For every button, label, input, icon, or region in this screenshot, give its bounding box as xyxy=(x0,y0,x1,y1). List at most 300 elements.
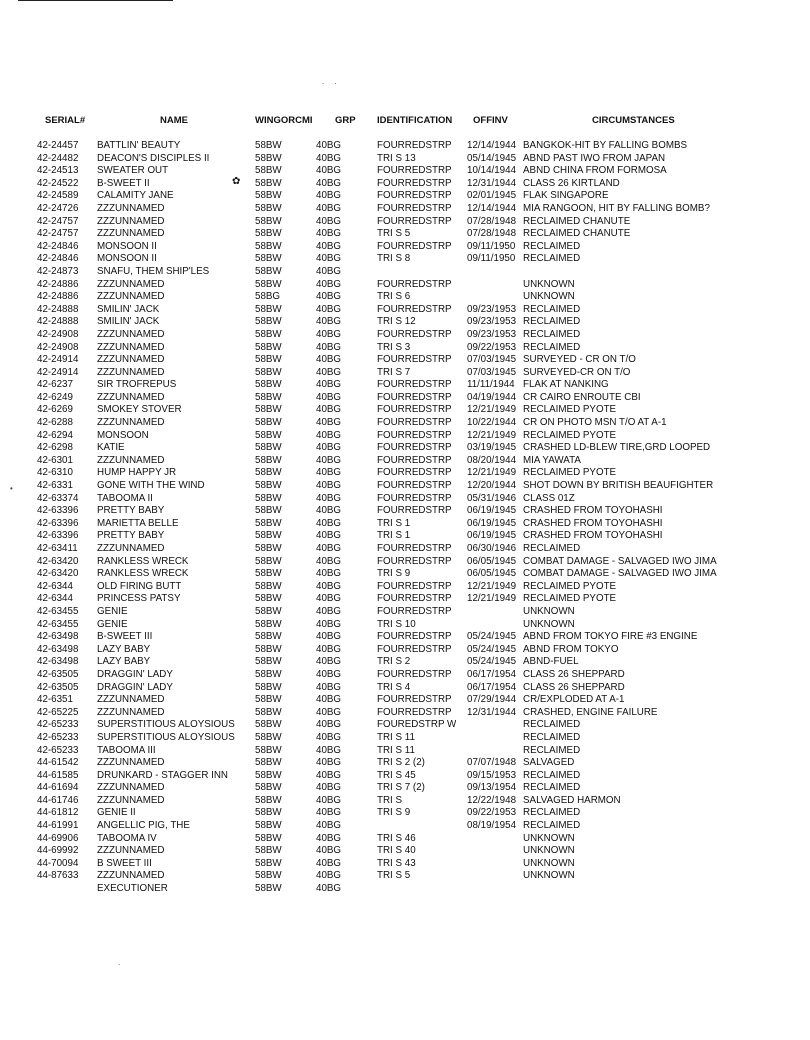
cell-wing: 58BW xyxy=(255,832,282,844)
cell-wing: 58BW xyxy=(255,845,282,857)
cell-name: ZZZUNNAMED xyxy=(97,706,165,718)
cell-ident: TRI S 12 xyxy=(377,316,416,328)
cell-off: 06/19/1945 xyxy=(467,505,517,517)
cell-name: ZZZUNNAMED xyxy=(97,354,165,366)
cell-grp: 40BG xyxy=(316,316,342,328)
cell-ident: TRI S 43 xyxy=(377,857,416,869)
cell-name: ANGELLIC PIG, THE xyxy=(97,820,190,832)
cell-off: 07/07/1948 xyxy=(467,757,517,769)
cell-circ: UNKNOWN xyxy=(523,845,575,857)
cell-serial: 44-61991 xyxy=(37,820,79,832)
cell-name: SMOKEY STOVER xyxy=(97,404,182,416)
cell-wing: 58BW xyxy=(255,593,282,605)
cell-circ: SALVAGED xyxy=(523,757,575,769)
cell-circ: UNKNOWN xyxy=(523,832,575,844)
cell-wing: 58BW xyxy=(255,454,282,466)
cell-grp: 40BG xyxy=(316,631,342,643)
top-rule xyxy=(18,0,173,1)
cell-grp: 40BG xyxy=(316,354,342,366)
cell-serial: 42-6344 xyxy=(37,580,73,592)
cell-grp: 40BG xyxy=(316,454,342,466)
cell-wing: 58BW xyxy=(255,265,282,277)
cell-serial: 42-6351 xyxy=(37,694,73,706)
cell-grp: 40BG xyxy=(316,429,342,441)
cell-off: 06/05/1945 xyxy=(467,555,517,567)
table-row xyxy=(0,669,810,682)
cell-circ: ABND FROM TOKYO FIRE #3 ENGINE xyxy=(523,631,698,643)
cell-serial: 42-63396 xyxy=(37,530,79,542)
cell-wing: 58BW xyxy=(255,744,282,756)
cell-circ: RECLAIMED xyxy=(523,807,581,819)
cell-wing: 58BW xyxy=(255,341,282,353)
cell-off: 12/14/1944 xyxy=(467,202,517,214)
cell-circ: RECLAIMED xyxy=(523,731,581,743)
cell-circ: CR ON PHOTO MSN T/O AT A-1 xyxy=(523,417,667,429)
cell-ident: TRI S 11 xyxy=(377,744,415,756)
cell-off: 02/01/1945 xyxy=(467,190,517,202)
table-row xyxy=(0,845,810,858)
cell-wing: 58BW xyxy=(255,354,282,366)
cell-circ: UNKNOWN xyxy=(523,291,575,303)
cell-circ: MIA YAWATA xyxy=(523,454,581,466)
table-row xyxy=(0,417,810,430)
cell-wing: 58BW xyxy=(255,391,282,403)
cell-ident: FOURREDSTRP xyxy=(377,240,452,252)
cell-ident: TRI S 7 xyxy=(377,366,411,378)
cell-wing: 58BW xyxy=(255,215,282,227)
cell-circ: FLAK AT NANKING xyxy=(523,379,609,391)
cell-circ: RECLAIMED xyxy=(523,316,581,328)
cell-wing: 58BW xyxy=(255,694,282,706)
cell-name: HUMP HAPPY JR xyxy=(97,467,177,479)
cell-wing: 58BW xyxy=(255,303,282,315)
cell-name: GENIE xyxy=(97,618,128,630)
cell-ident: FOURREDSTRP xyxy=(377,706,452,718)
cell-serial: 42-24846 xyxy=(37,240,79,252)
cell-off: 12/20/1944 xyxy=(467,480,517,492)
cell-ident: FOURREDSTRP xyxy=(377,303,452,315)
cell-ident: TRI S 6 xyxy=(377,291,411,303)
cell-ident: FOURREDSTRP xyxy=(377,480,452,492)
cell-off: 09/23/1953 xyxy=(467,316,517,328)
cell-off: 09/11/1950 xyxy=(467,240,516,252)
cell-serial: 42-24457 xyxy=(37,140,79,151)
table-row xyxy=(0,480,810,493)
cell-circ: SALVAGED HARMON xyxy=(523,794,621,806)
cell-serial: 42-63498 xyxy=(37,656,79,668)
cell-grp: 40BG xyxy=(316,706,342,718)
cell-serial: 42-63505 xyxy=(37,668,79,680)
cell-grp: 40BG xyxy=(316,442,342,454)
cell-serial: 42-63411 xyxy=(37,543,78,554)
cell-ident: TRI S 40 xyxy=(377,845,416,857)
table-row xyxy=(0,833,810,846)
cell-grp: 40BG xyxy=(316,807,342,819)
cell-circ: UNKNOWN xyxy=(523,870,575,882)
cell-ident: FOURREDSTRP xyxy=(377,177,452,189)
cell-circ: CRASHED FROM TOYOHASHI xyxy=(523,530,663,542)
table-row xyxy=(0,858,810,871)
cell-circ: RECLAIMED xyxy=(523,253,581,265)
cell-grp: 40BG xyxy=(316,719,342,731)
cell-circ: RECLAIMED xyxy=(523,782,581,794)
cell-wing: 58BW xyxy=(255,328,282,340)
cell-name: PRINCESS PATSY xyxy=(97,593,181,605)
cell-wing: 58BW xyxy=(255,543,282,554)
table-row xyxy=(0,757,810,770)
cell-wing: 58BW xyxy=(255,719,282,731)
cell-circ: RECLAIMED xyxy=(523,341,581,353)
cell-grp: 40BG xyxy=(316,278,342,290)
cell-circ: UNKNOWN xyxy=(523,618,575,630)
cell-serial: 42-24482 xyxy=(37,152,79,164)
cell-name: B-SWEET III xyxy=(97,631,153,643)
cell-name: SMILIN' JACK xyxy=(97,303,160,315)
cell-serial: 42-63455 xyxy=(37,618,79,630)
cell-serial: 42-65225 xyxy=(37,706,79,718)
cell-circ: RECLAIMED xyxy=(523,744,581,756)
cell-off: 12/14/1944 xyxy=(467,140,517,151)
cell-ident: TRI S 1 xyxy=(377,517,411,529)
table-row xyxy=(0,745,810,758)
cell-circ: COMBAT DAMAGE - SALVAGED IWO JIMA xyxy=(523,555,717,567)
cell-grp: 40BG xyxy=(316,656,342,668)
cell-wing: 58BW xyxy=(255,555,282,567)
cell-ident: FOURREDSTRP xyxy=(377,555,452,567)
table-row xyxy=(0,606,810,619)
cell-off: 07/28/1948 xyxy=(467,228,517,240)
table-row xyxy=(0,631,810,644)
cell-grp: 40BG xyxy=(316,215,342,227)
cell-off: 10/14/1944 xyxy=(467,165,517,177)
cell-ident: FOURREDSTRP xyxy=(377,605,452,617)
table-row xyxy=(0,644,810,657)
cell-grp: 40BG xyxy=(316,857,342,869)
table-row xyxy=(0,203,810,216)
cell-ident: TRI S 5 xyxy=(377,228,411,240)
cell-name: ZZZUNNAMED xyxy=(97,341,165,353)
cell-grp: 40BG xyxy=(316,417,342,429)
table-row xyxy=(0,807,810,820)
cell-ident: FOURREDSTRP xyxy=(377,190,452,202)
cell-wing: 58BW xyxy=(255,165,282,177)
table-row xyxy=(0,530,810,543)
cell-grp: 40BG xyxy=(316,190,342,202)
header-wing: WINGORCMI xyxy=(255,115,313,126)
cell-wing: 58BW xyxy=(255,568,282,580)
table-row xyxy=(0,190,810,203)
cell-grp: 40BG xyxy=(316,404,342,416)
cell-wing: 58BW xyxy=(255,731,282,743)
cell-wing: 58BW xyxy=(255,857,282,869)
cell-ident: FOURREDSTRP xyxy=(377,505,452,517)
cell-serial: 42-63396 xyxy=(37,505,79,517)
table-row xyxy=(0,455,810,468)
header-circumstances: CIRCUMSTANCES xyxy=(592,115,675,126)
cell-grp: 40BG xyxy=(316,883,342,895)
cell-serial: 42-6249 xyxy=(37,391,73,403)
cell-serial: 42-65233 xyxy=(37,731,79,743)
cell-off: 09/23/1953 xyxy=(467,303,517,315)
cell-name: ZZZUNNAMED xyxy=(97,366,165,378)
cell-grp: 40BG xyxy=(316,568,342,580)
cell-wing: 58BW xyxy=(255,379,282,391)
cell-name: ZZZUNNAMED xyxy=(97,694,165,706)
cell-grp: 40BG xyxy=(316,253,342,265)
cell-ident: TRI S 9 xyxy=(377,807,411,819)
cell-grp: 40BG xyxy=(316,543,342,554)
cell-grp: 40BG xyxy=(316,202,342,214)
cell-off: 06/19/1945 xyxy=(467,517,517,529)
cell-wing: 58BW xyxy=(255,202,282,214)
cell-wing: 58BW xyxy=(255,668,282,680)
cell-serial: 42-65233 xyxy=(37,744,79,756)
cell-ident: FOURREDSTRP xyxy=(377,417,452,429)
cell-grp: 40BG xyxy=(316,782,342,794)
cell-circ: RECLAIMED xyxy=(523,719,581,731)
cell-circ: RECLAIMED xyxy=(523,820,581,832)
table-row xyxy=(0,543,810,556)
cell-serial: 42-24888 xyxy=(37,303,79,315)
cell-serial: 42-6301 xyxy=(37,454,73,466)
cell-wing: 58BW xyxy=(255,492,282,504)
cell-name: ZZZUNNAMED xyxy=(97,391,165,403)
cell-serial: 44-61585 xyxy=(37,769,79,781)
cell-serial: 42-63498 xyxy=(37,631,79,643)
cell-name: RANKLESS WRECK xyxy=(97,555,189,567)
table-row xyxy=(0,367,810,380)
cell-name: DRAGGIN' LADY xyxy=(97,681,173,693)
cell-circ: RECLAIMED PYOTE xyxy=(523,467,617,479)
cell-circ: UNKNOWN xyxy=(523,605,575,617)
scan-speck: • xyxy=(10,484,13,493)
cell-serial: 42-24589 xyxy=(37,190,79,202)
cell-wing: 58BW xyxy=(255,152,282,164)
cell-circ: FLAK SINGAPORE xyxy=(523,190,609,202)
cell-wing: 58BW xyxy=(255,807,282,819)
cell-ident: FOURREDSTRP xyxy=(377,467,452,479)
table-row xyxy=(0,430,810,443)
cell-grp: 40BG xyxy=(316,593,342,605)
cell-circ: RECLAIMED CHANUTE xyxy=(523,215,631,227)
cell-circ: RECLAIMED xyxy=(523,240,581,252)
cell-wing: 58BW xyxy=(255,820,282,832)
cell-ident: TRI S 8 xyxy=(377,253,411,265)
cell-wing: 58BW xyxy=(255,467,282,479)
cell-serial: 42-6310 xyxy=(37,467,73,479)
cell-ident: FOURREDSTRP xyxy=(377,593,452,605)
cell-ident: TRI S 2 (2) xyxy=(377,757,425,769)
header-serial: SERIAL# xyxy=(45,115,86,126)
cell-wing: 58BW xyxy=(255,530,282,542)
cell-serial: 42-24886 xyxy=(37,278,79,290)
cell-ident: TRI S 11 xyxy=(377,731,415,743)
cell-off: 06/30/1946 xyxy=(467,543,517,554)
cell-name: ZZZUNNAMED xyxy=(97,328,165,340)
cell-ident: TRI S 2 xyxy=(377,656,411,668)
table-row xyxy=(0,770,810,783)
cell-serial: 42-6237 xyxy=(37,379,73,391)
table-row xyxy=(0,379,810,392)
cell-name: DRAGGIN' LADY xyxy=(97,668,173,680)
table-row xyxy=(0,304,810,317)
cell-serial: 42-63498 xyxy=(37,643,79,655)
cell-circ: RECLAIMED CHANUTE xyxy=(523,228,631,240)
table-row xyxy=(0,795,810,808)
cell-wing: 58BW xyxy=(255,757,282,769)
cell-serial: 42-63455 xyxy=(37,605,79,617)
cell-wing: 58BW xyxy=(255,794,282,806)
cell-circ: RECLAIMED xyxy=(523,769,581,781)
table-row xyxy=(0,216,810,229)
cell-off: 11/11/1944 xyxy=(467,379,515,391)
cell-name: SWEATER OUT xyxy=(97,165,169,177)
cell-name: ZZZUNNAMED xyxy=(97,454,165,466)
cell-grp: 40BG xyxy=(316,240,342,252)
cell-wing: 58BW xyxy=(255,480,282,492)
cell-name: PRETTY BABY xyxy=(97,505,165,517)
table-row xyxy=(0,505,810,518)
cell-wing: 58BW xyxy=(255,366,282,378)
cell-circ: RECLAIMED PYOTE xyxy=(523,593,617,605)
cell-serial: 42-24908 xyxy=(37,341,79,353)
table-header xyxy=(0,115,810,129)
cell-ident: TRI S 3 xyxy=(377,341,411,353)
cell-wing: 58BW xyxy=(255,177,282,189)
table-row xyxy=(0,354,810,367)
cell-off: 06/17/1954 xyxy=(467,668,517,680)
cell-serial: 42-6288 xyxy=(37,417,73,429)
cell-ident: TRI S 4 xyxy=(377,681,411,693)
cell-wing: 58BW xyxy=(255,505,282,517)
cell-wing: 58BW xyxy=(255,316,282,328)
cell-name: SUPERSTITIOUS ALOYSIOUS xyxy=(97,719,235,731)
cell-off: 03/19/1945 xyxy=(467,442,517,454)
cell-circ: CLASS 26 SHEPPARD xyxy=(523,681,625,693)
cell-off: 09/11/1950 xyxy=(467,253,516,265)
cell-off: 12/21/1949 xyxy=(467,580,517,592)
cell-name: B-SWEET II xyxy=(97,177,150,189)
cell-serial: 42-24908 xyxy=(37,328,79,340)
table-row xyxy=(0,656,810,669)
cell-name: DEACON'S DISCIPLES II xyxy=(97,152,210,164)
table-row xyxy=(0,493,810,506)
cell-off: 08/19/1954 xyxy=(467,820,517,832)
cell-circ: CLASS 26 SHEPPARD xyxy=(523,668,625,680)
cell-name: ZZZUNNAMED xyxy=(97,291,165,303)
cell-grp: 40BG xyxy=(316,643,342,655)
cell-off: 06/19/1945 xyxy=(467,530,517,542)
table-row xyxy=(0,153,810,166)
cell-off: 08/20/1944 xyxy=(467,454,517,466)
table-row xyxy=(0,682,810,695)
cell-ident: FOURREDSTRP xyxy=(377,442,452,454)
cell-ident: FOURREDSTRP xyxy=(377,165,452,177)
cell-circ: UNKNOWN xyxy=(523,857,575,869)
cell-name: LAZY BABY xyxy=(97,656,151,668)
table-row xyxy=(0,404,810,417)
table-row xyxy=(0,694,810,707)
cell-grp: 40BG xyxy=(316,681,342,693)
table-row xyxy=(0,467,810,480)
cell-grp: 40BG xyxy=(316,140,342,151)
table-row xyxy=(0,316,810,329)
cell-name: TABOOMA III xyxy=(97,744,156,756)
scan-specks: . . xyxy=(322,77,341,86)
cell-off: 04/19/1944 xyxy=(467,391,517,403)
stamp-mark-icon: ✿ xyxy=(232,176,241,187)
cell-serial: 42-24888 xyxy=(37,316,79,328)
cell-wing: 58BW xyxy=(255,580,282,592)
header-grp: GRP xyxy=(335,115,356,126)
cell-circ: RECLAIMED PYOTE xyxy=(523,429,617,441)
cell-grp: 40BG xyxy=(316,530,342,542)
table-row xyxy=(0,568,810,581)
table-row xyxy=(0,165,810,178)
cell-wing: 58BW xyxy=(255,190,282,202)
cell-ident: FOURREDSTRP xyxy=(377,328,452,340)
table-row xyxy=(0,581,810,594)
cell-wing: 58BW xyxy=(255,417,282,429)
table-row xyxy=(0,870,810,883)
cell-name: SMILIN' JACK xyxy=(97,316,160,328)
cell-ident: TRI S 9 xyxy=(377,568,411,580)
cell-wing: 58BW xyxy=(255,870,282,882)
cell-name: B SWEET III xyxy=(97,857,152,869)
cell-name: GENIE xyxy=(97,605,128,617)
cell-wing: 58BW xyxy=(255,140,282,151)
cell-name: CALAMITY JANE xyxy=(97,190,174,202)
cell-ident: FOURREDSTRP xyxy=(377,643,452,655)
cell-ident: FOUREDSTRP W xyxy=(377,719,457,731)
table-row xyxy=(0,178,810,191)
cell-off: 12/22/1948 xyxy=(467,794,517,806)
cell-wing: 58BW xyxy=(255,228,282,240)
cell-circ: CRASHED FROM TOYOHASHI xyxy=(523,517,663,529)
cell-grp: 40BG xyxy=(316,832,342,844)
cell-name: DRUNKARD - STAGGER INN xyxy=(97,769,228,781)
cell-grp: 40BG xyxy=(316,366,342,378)
cell-serial: 44-69992 xyxy=(37,845,79,857)
cell-serial: 44-61812 xyxy=(37,807,79,819)
cell-off: 09/22/1953 xyxy=(467,341,517,353)
cell-name: ZZZUNNAMED xyxy=(97,417,165,429)
cell-off: 10/22/1944 xyxy=(467,417,517,429)
cell-serial: 42-65233 xyxy=(37,719,79,731)
cell-circ: CRASHED FROM TOYOHASHI xyxy=(523,505,663,517)
cell-wing: 58BW xyxy=(255,278,282,290)
table-row xyxy=(0,279,810,292)
cell-circ: SURVEYED-CR ON T/O xyxy=(523,366,631,378)
cell-grp: 40BG xyxy=(316,794,342,806)
cell-off: 12/21/1949 xyxy=(467,429,517,441)
cell-off: 07/03/1945 xyxy=(467,354,517,366)
cell-grp: 40BG xyxy=(316,731,342,743)
cell-serial: 42-6331 xyxy=(37,480,73,492)
cell-ident: FOURREDSTRP xyxy=(377,543,452,554)
cell-off: 12/31/1944 xyxy=(467,177,517,189)
cell-grp: 40BG xyxy=(316,328,342,340)
cell-grp: 40BG xyxy=(316,820,342,832)
cell-off: 05/31/1946 xyxy=(467,492,517,504)
cell-grp: 40BG xyxy=(316,341,342,353)
cell-circ: CRASHED, ENGINE FAILURE xyxy=(523,706,658,718)
cell-grp: 40BG xyxy=(316,467,342,479)
cell-serial: 44-87633 xyxy=(37,870,79,882)
cell-serial: 42-24914 xyxy=(37,366,79,378)
cell-serial: 42-24914 xyxy=(37,354,79,366)
table-row xyxy=(0,820,810,833)
